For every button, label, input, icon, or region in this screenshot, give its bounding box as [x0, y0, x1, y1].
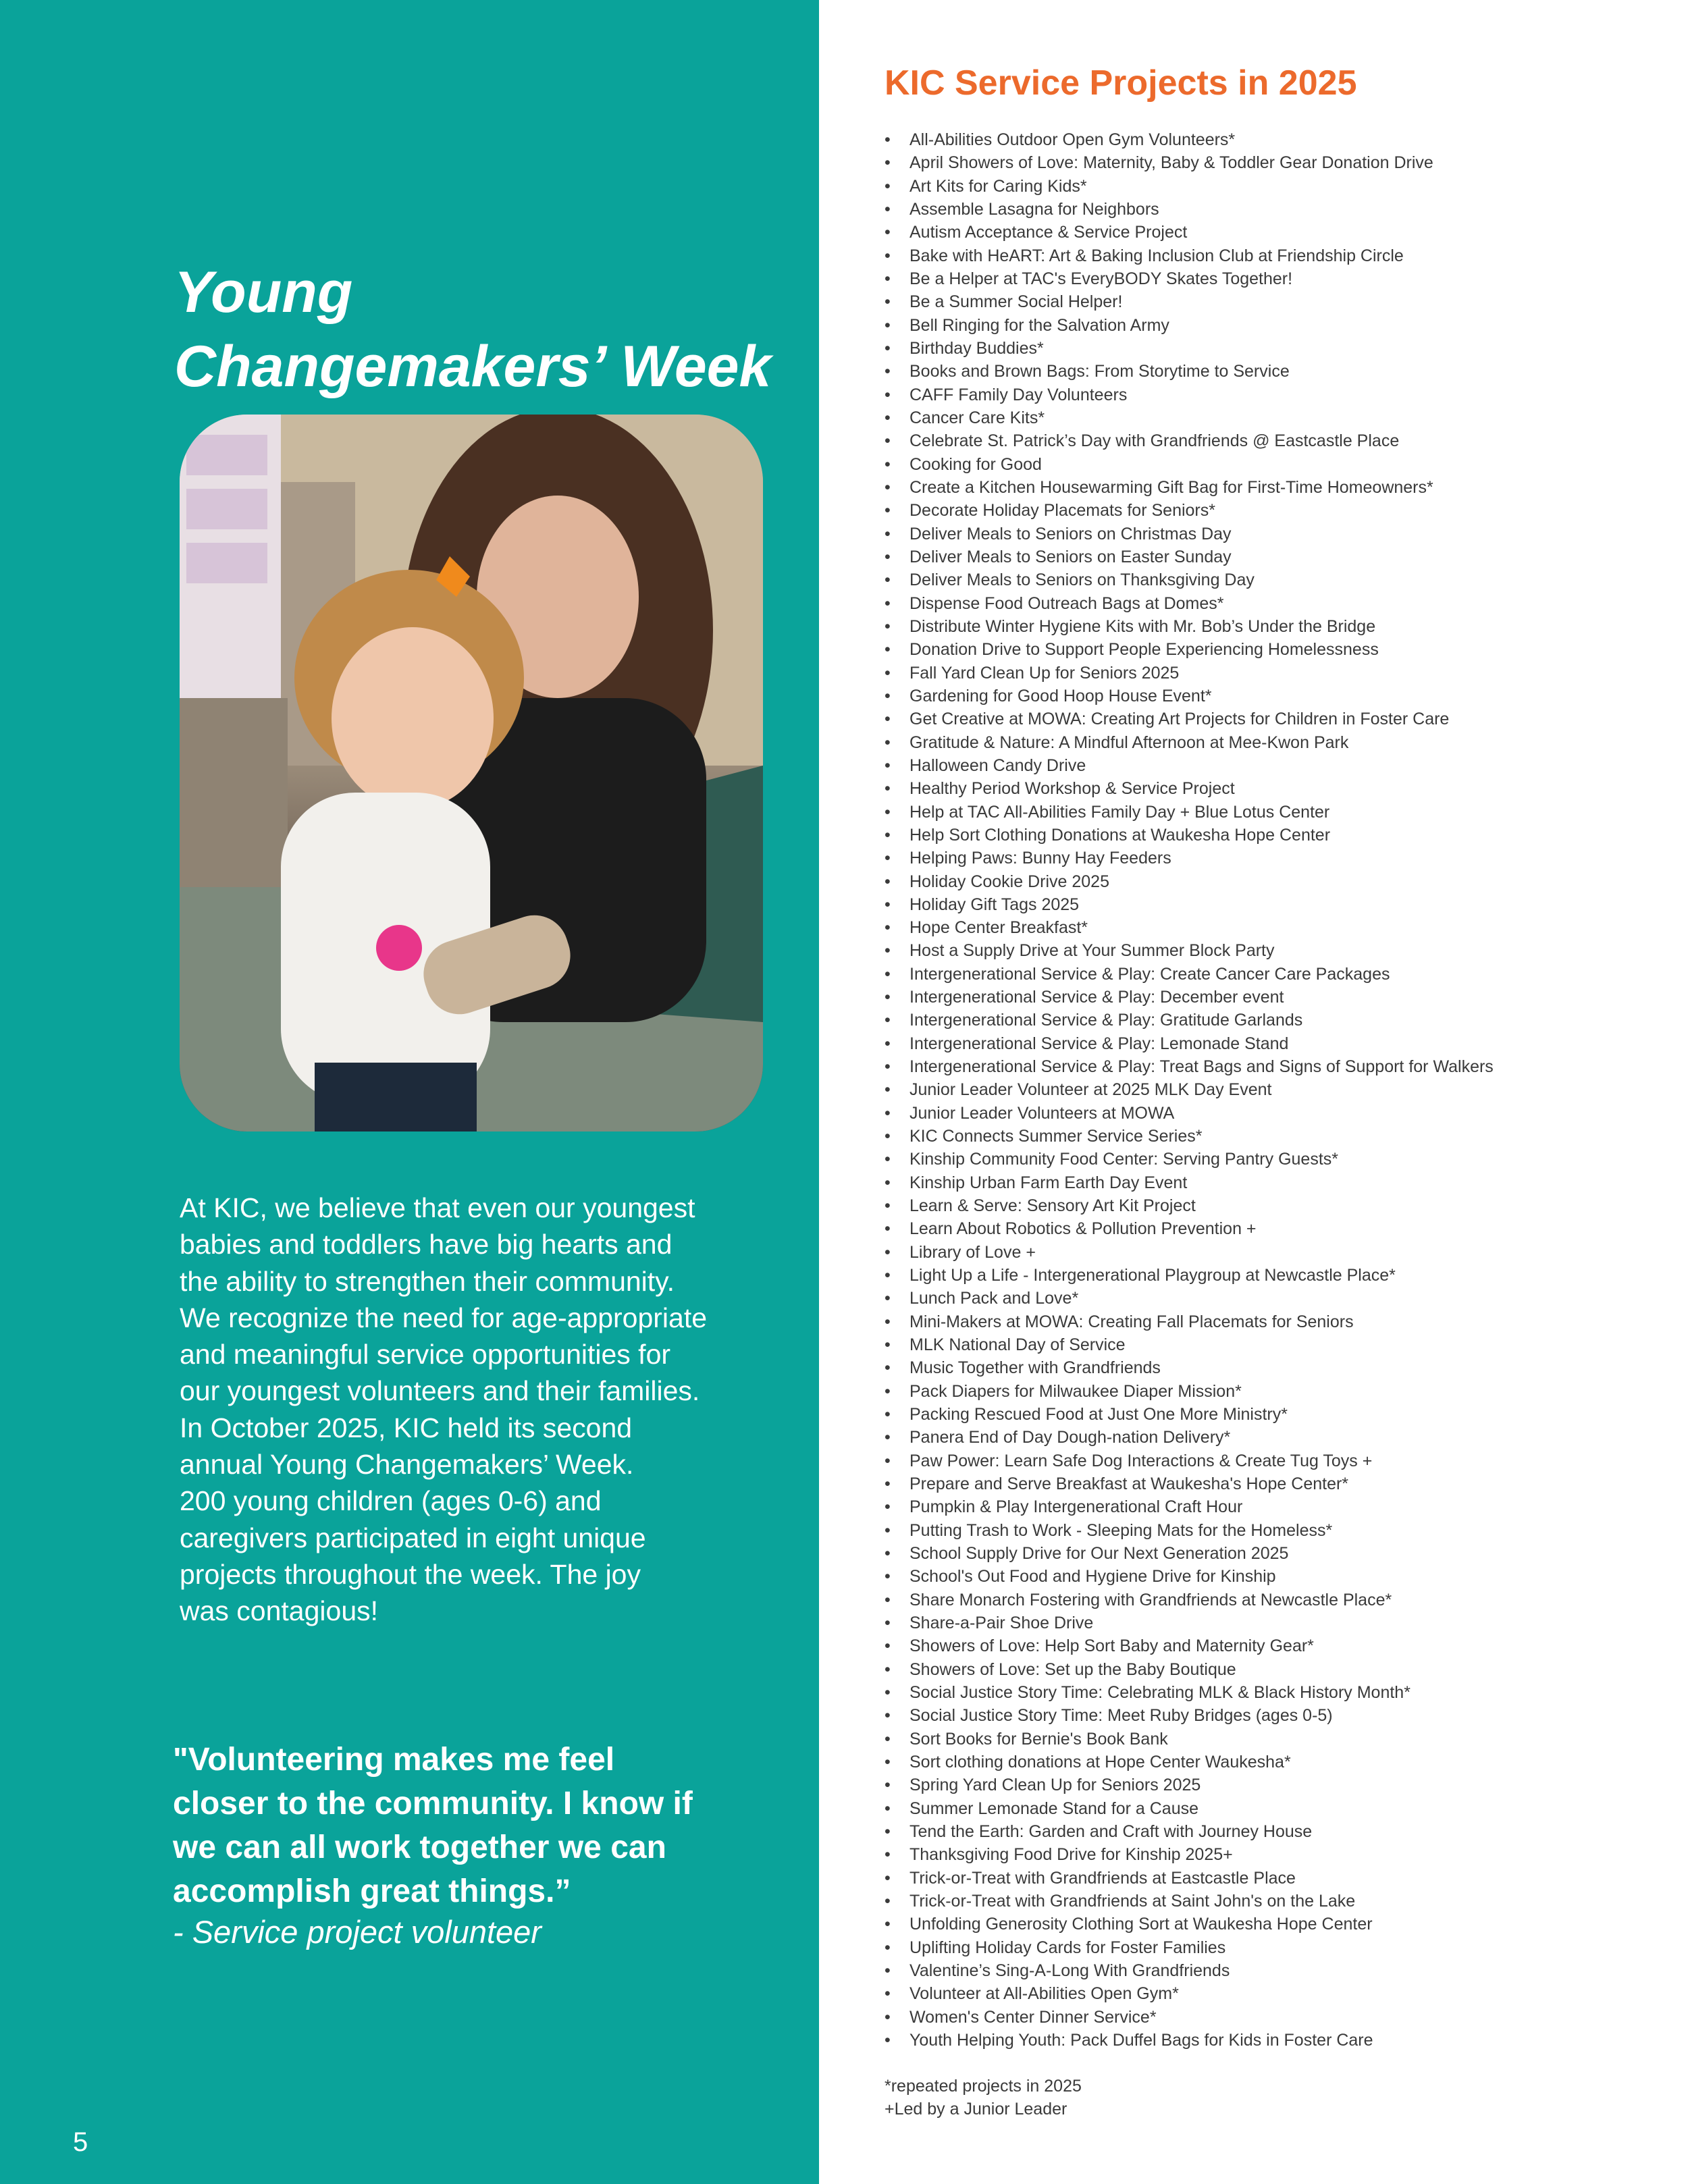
project-item: • MLK National Day of Service — [882, 1333, 1658, 1356]
project-item: • Lunch Pack and Love* — [882, 1287, 1658, 1310]
intro-line: projects throughout the week. The joy — [180, 1558, 641, 1590]
project-item: • Share-a-Pair Shoe Drive — [882, 1612, 1658, 1634]
intro-line: We recognize the need for age-appropriate — [180, 1302, 708, 1333]
project-item: • Assemble Lasagna for Neighbors — [882, 198, 1658, 221]
project-item: • Help Sort Clothing Donations at Waukesha Hope Center — [882, 824, 1658, 847]
project-item: • Volunteer at All-Abilities Open Gym* — [882, 1982, 1658, 2005]
project-item: • Unfolding Generosity Clothing Sort at Waukesha Hope Center — [882, 1913, 1658, 1936]
quote-line: "Volunteering makes me feel — [173, 1742, 615, 1778]
project-item: • Fall Yard Clean Up for Seniors 2025 — [882, 662, 1658, 685]
photo-illustration — [180, 415, 763, 1131]
project-item: • Healthy Period Workshop & Service Project — [882, 777, 1658, 800]
project-item: • Music Together with Grandfriends — [882, 1356, 1658, 1379]
project-item: • Holiday Cookie Drive 2025 — [882, 870, 1658, 893]
project-item: • Trick-or-Treat with Grandfriends at Eastcastle Place — [882, 1867, 1658, 1890]
project-item: • School's Out Food and Hygiene Drive for Kinship — [882, 1565, 1658, 1588]
intro-line: annual Young Changemakers’ Week. — [180, 1449, 634, 1481]
project-item: • Intergenerational Service & Play: Treat Bags and Signs of Support for Walkers — [882, 1055, 1658, 1078]
quote-attribution: - Service project volunteer — [173, 1914, 542, 1950]
project-item: • Light Up a Life - Intergenerational Playgroup at Newcastle Place* — [882, 1264, 1658, 1287]
left-panel — [0, 0, 819, 2184]
project-item: • Intergenerational Service & Play: Create Cancer Care Packages — [882, 963, 1658, 986]
project-item: • Paw Power: Learn Safe Dog Interactions & Create Tug Toys + — [882, 1449, 1658, 1472]
project-item: • Panera End of Day Dough-nation Delivery* — [882, 1426, 1658, 1449]
project-item: • Intergenerational Service & Play: Lemonade Stand — [882, 1032, 1658, 1055]
project-item: • Donation Drive to Support People Experiencing Homelessness — [882, 638, 1658, 661]
project-item: • Helping Paws: Bunny Hay Feeders — [882, 847, 1658, 870]
project-item: • Help at TAC All-Abilities Family Day + Blue Lotus Center — [882, 801, 1658, 824]
project-item: • Create a Kitchen Housewarming Gift Bag for First-Time Homeowners* — [882, 476, 1658, 499]
project-item: • Hope Center Breakfast* — [882, 916, 1658, 939]
project-item: • Spring Yard Clean Up for Seniors 2025 — [882, 1774, 1658, 1796]
quote-line: we can all work together we can — [173, 1830, 666, 1865]
page-title — [174, 255, 782, 404]
project-item: • Deliver Meals to Seniors on Easter Sunday — [882, 545, 1658, 568]
project-item: • KIC Connects Summer Service Series* — [882, 1125, 1658, 1148]
project-item: • Trick-or-Treat with Grandfriends at Saint John's on the Lake — [882, 1890, 1658, 1913]
project-item: • Halloween Candy Drive — [882, 754, 1658, 777]
section-title: KIC Service Projects in 2025 — [885, 63, 1357, 103]
intro-line: 200 young children (ages 0-6) and — [180, 1485, 602, 1517]
project-item: • CAFF Family Day Volunteers — [882, 383, 1658, 406]
project-item: • Thanksgiving Food Drive for Kinship 2025+ — [882, 1843, 1658, 1866]
project-item: • Showers of Love: Set up the Baby Boutique — [882, 1658, 1658, 1681]
project-item: • Distribute Winter Hygiene Kits with Mr. Bob’s Under the Bridge — [882, 615, 1658, 638]
project-item: • All-Abilities Outdoor Open Gym Volunteers* — [882, 128, 1658, 151]
project-item: • Packing Rescued Food at Just One More Ministry* — [882, 1403, 1658, 1426]
project-item: • Birthday Buddies* — [882, 337, 1658, 360]
quote-line: closer to the community. I know if — [173, 1786, 693, 1821]
project-item: • Library of Love + — [882, 1241, 1658, 1264]
project-list — [882, 128, 1658, 2052]
intro-paragraph — [180, 1190, 760, 1630]
project-item: • Intergenerational Service & Play: December event — [882, 986, 1658, 1009]
photo — [180, 415, 763, 1131]
project-item: • Bell Ringing for the Salvation Army — [882, 314, 1658, 337]
quote-line: accomplish great things.” — [173, 1873, 571, 1909]
project-item: • Uplifting Holiday Cards for Foster Families — [882, 1936, 1658, 1959]
project-item: • Valentine’s Sing-A-Long With Grandfriends — [882, 1959, 1658, 1982]
intro-line: was contagious! — [180, 1595, 379, 1627]
project-item: • Putting Trash to Work - Sleeping Mats for the Homeless* — [882, 1519, 1658, 1542]
project-item: • Social Justice Story Time: Meet Ruby Bridges (ages 0-5) — [882, 1704, 1658, 1727]
project-item: • Decorate Holiday Placemats for Seniors* — [882, 499, 1658, 522]
footnote-repeated: *repeated projects in 2025 — [885, 2077, 1082, 2096]
project-item: • Books and Brown Bags: From Storytime to Service — [882, 360, 1658, 383]
project-item: • Holiday Gift Tags 2025 — [882, 893, 1658, 916]
page-title-line-1: Young — [174, 260, 353, 325]
project-item: • Deliver Meals to Seniors on Christmas Day — [882, 523, 1658, 545]
project-item: • Tend the Earth: Garden and Craft with Journey House — [882, 1820, 1658, 1843]
project-item: • Cancer Care Kits* — [882, 406, 1658, 429]
project-item: • Gratitude & Nature: A Mindful Afternoon at Mee-Kwon Park — [882, 731, 1658, 754]
project-item: • Junior Leader Volunteer at 2025 MLK Day Event — [882, 1078, 1658, 1101]
project-item: • Social Justice Story Time: Celebrating MLK & Black History Month* — [882, 1681, 1658, 1704]
project-item: • Women's Center Dinner Service* — [882, 2006, 1658, 2029]
footnote-junior-leader: +Led by a Junior Leader — [885, 2100, 1067, 2119]
intro-line: caregivers participated in eight unique — [180, 1522, 646, 1553]
project-item: • Intergenerational Service & Play: Gratitude Garlands — [882, 1009, 1658, 1032]
intro-line: and meaningful service opportunities for — [180, 1339, 671, 1370]
project-item: • Cooking for Good — [882, 453, 1658, 476]
intro-line: In October 2025, KIC held its second — [180, 1412, 633, 1443]
project-item: • Be a Summer Social Helper! — [882, 290, 1658, 313]
project-item: • Learn & Serve: Sensory Art Kit Project — [882, 1194, 1658, 1217]
project-item: • Prepare and Serve Breakfast at Waukesha's Hope Center* — [882, 1472, 1658, 1495]
project-item: • Learn About Robotics & Pollution Prevention + — [882, 1217, 1658, 1240]
project-item: • Get Creative at MOWA: Creating Art Projects for Children in Foster Care — [882, 708, 1658, 730]
project-item: • Showers of Love: Help Sort Baby and Maternity Gear* — [882, 1634, 1658, 1657]
intro-line: our youngest volunteers and their families. — [180, 1375, 700, 1407]
project-item: • Bake with HeART: Art & Baking Inclusion Club at Friendship Circle — [882, 244, 1658, 267]
footnotes — [885, 2075, 1082, 2121]
project-item: • Sort Books for Bernie's Book Bank — [882, 1728, 1658, 1751]
project-item: • School Supply Drive for Our Next Generation 2025 — [882, 1542, 1658, 1565]
project-item: • Pack Diapers for Milwaukee Diaper Mission* — [882, 1380, 1658, 1403]
project-item: • Dispense Food Outreach Bags at Domes* — [882, 592, 1658, 615]
project-item: • Mini-Makers at MOWA: Creating Fall Placemats for Seniors — [882, 1310, 1658, 1333]
project-item: • Kinship Community Food Center: Serving Pantry Guests* — [882, 1148, 1658, 1171]
project-item: • Sort clothing donations at Hope Center Waukesha* — [882, 1751, 1658, 1774]
project-item: • Host a Supply Drive at Your Summer Block Party — [882, 939, 1658, 962]
project-item: • Gardening for Good Hoop House Event* — [882, 685, 1658, 708]
project-item: • Share Monarch Fostering with Grandfriends at Newcastle Place* — [882, 1589, 1658, 1612]
intro-line: At KIC, we believe that even our youngest — [180, 1192, 695, 1223]
volunteer-quote — [173, 1738, 767, 1913]
project-item: • Summer Lemonade Stand for a Cause — [882, 1797, 1658, 1820]
project-item: • Be a Helper at TAC's EveryBODY Skates Together! — [882, 267, 1658, 290]
project-item: • Junior Leader Volunteers at MOWA — [882, 1102, 1658, 1125]
project-item: • Deliver Meals to Seniors on Thanksgiving Day — [882, 568, 1658, 591]
page-number: 5 — [73, 2127, 88, 2157]
intro-line: the ability to strengthen their community. — [180, 1265, 675, 1297]
project-item: • Youth Helping Youth: Pack Duffel Bags for Kids in Foster Care — [882, 2029, 1658, 2052]
project-item: • Autism Acceptance & Service Project — [882, 221, 1658, 244]
project-item: • April Showers of Love: Maternity, Baby & Toddler Gear Donation Drive — [882, 151, 1658, 174]
page-title-line-2: Changemakers’ Week — [174, 334, 772, 399]
intro-line: babies and toddlers have big hearts and — [180, 1229, 672, 1260]
project-item: • Art Kits for Caring Kids* — [882, 175, 1658, 198]
project-item: • Kinship Urban Farm Earth Day Event — [882, 1171, 1658, 1194]
project-item: • Pumpkin & Play Intergenerational Craft Hour — [882, 1495, 1658, 1518]
project-item: • Celebrate St. Patrick’s Day with Grandfriends @ Eastcastle Place — [882, 429, 1658, 452]
